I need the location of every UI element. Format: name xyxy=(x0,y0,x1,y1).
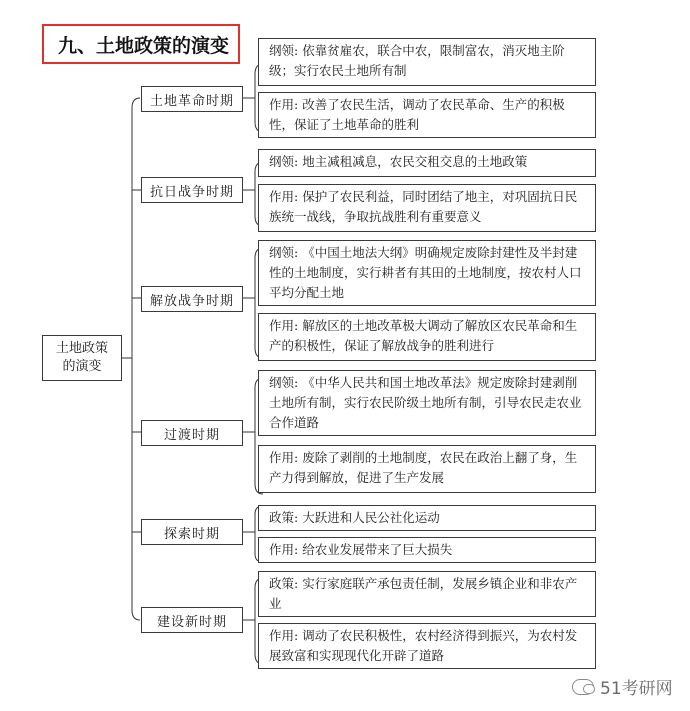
period-node-liberation-war: 解放战争时期 xyxy=(141,286,243,312)
detail-program: 纲领: 依靠贫雇农，联合中农，限制富农，消灭地主阶级；实行农民土地所有制 xyxy=(258,38,596,86)
detail-effect: 作用: 调动了农民积极性，农村经济得到振兴，为农村发展致富和实现现代化开辟了道路 xyxy=(258,623,596,669)
detail-program: 纲领: 地主减租减息，农民交租交息的土地政策 xyxy=(258,149,596,177)
detail-effect: 作用: 解放区的土地改革极大调动了解放区农民革命和生产的积极性，保证了解放战争的胜利进行 xyxy=(258,313,596,361)
period-node-transition: 过渡时期 xyxy=(141,420,243,446)
period-node-anti-japanese-war: 抗日战争时期 xyxy=(141,177,243,203)
detail-program: 纲领: 《中国土地法大纲》明确规定废除封建性及半封建性的土地制度，实行耕者有其田的土地制度，按农村人口平均分配土地 xyxy=(258,240,596,306)
section-title: 九、土地政策的演变 xyxy=(42,24,240,64)
main-brace xyxy=(132,98,140,620)
main-brace-ticks xyxy=(132,190,141,532)
watermark: 51考研网 xyxy=(572,674,673,699)
detail-program: 纲领: 《中华人民共和国土地改革法》规定废除封建剥削土地所有制，实行农民阶级土地所有制，引导农民走农业合作道路 xyxy=(258,370,596,436)
detail-effect: 作用: 给农业发展带来了巨大损失 xyxy=(258,537,596,563)
detail-effect: 作用: 废除了剥削的土地制度，农民在政治上翻了身，生产力得到解放，促进了生产发展 xyxy=(258,445,596,493)
detail-effect: 作用: 改善了农民生活，调动了农民革命、生产的积极性，保证了土地革命的胜利 xyxy=(258,92,596,138)
period-node-new-construction: 建设新时期 xyxy=(141,607,243,633)
detail-policy: 政策: 实行家庭联产承包责任制，发展乡镇企业和非农产业 xyxy=(258,571,596,617)
root-node: 土地政策的演变 xyxy=(42,335,122,381)
period-node-exploration: 探索时期 xyxy=(141,519,243,545)
wechat-icon xyxy=(572,679,594,695)
detail-policy: 政策: 大跃进和人民公社化运动 xyxy=(258,505,596,531)
detail-effect: 作用: 保护了农民利益，同时团结了地主，对巩固抗日民族统一战线，争取抗战胜利有重要意义 xyxy=(258,184,596,232)
period-node-land-revolution: 土地革命时期 xyxy=(141,86,243,112)
